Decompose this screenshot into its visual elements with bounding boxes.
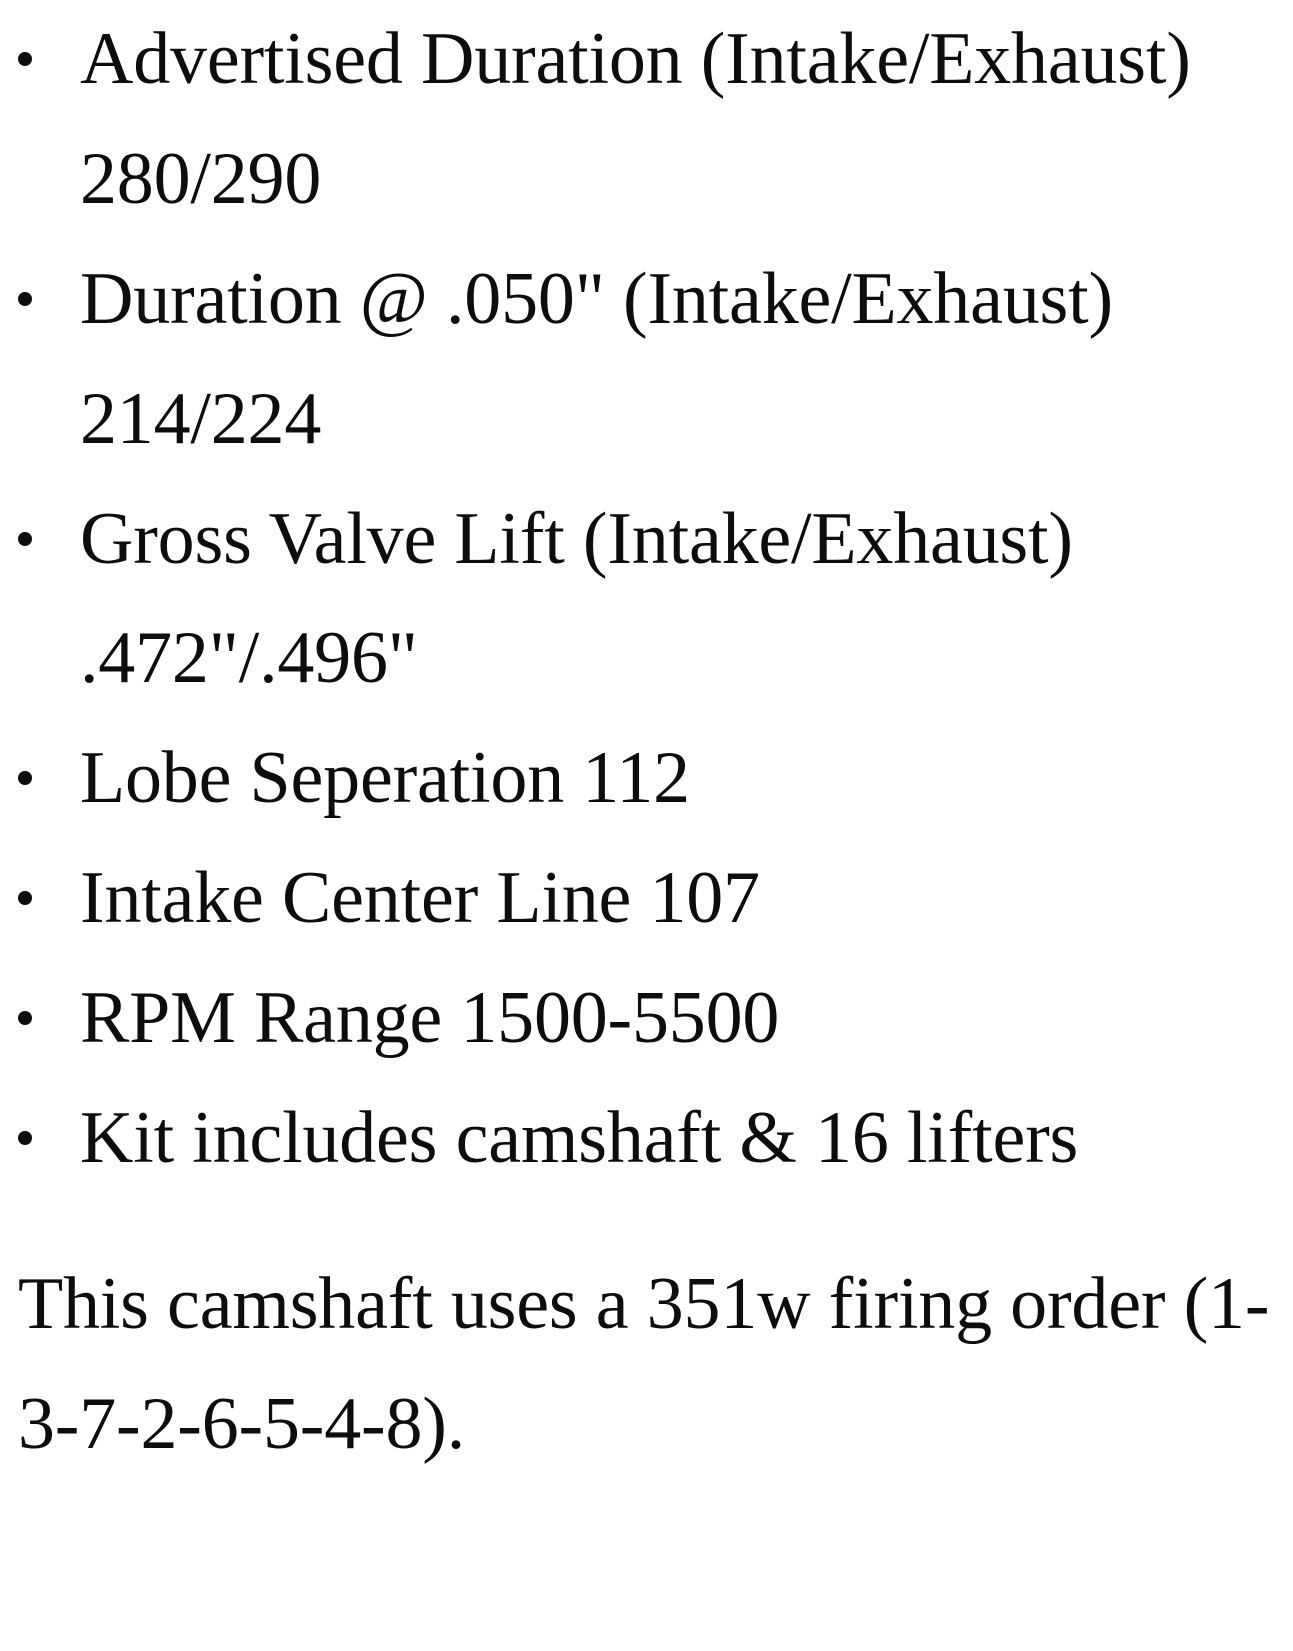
list-item-text: Gross Valve Lift (Intake/Exhaust) .472"/.496" xyxy=(80,497,1073,700)
list-item xyxy=(0,1079,1281,1199)
list-item-text: Intake Center Line 107 xyxy=(80,857,760,940)
list-item xyxy=(0,480,1281,720)
list-item xyxy=(0,719,1281,839)
list-item xyxy=(0,959,1281,1079)
list-item xyxy=(0,240,1281,480)
list-item xyxy=(0,0,1281,240)
list-item-text: RPM Range 1500-5500 xyxy=(80,977,780,1059)
list-item-text: Kit includes camshaft & 16 lifters xyxy=(80,1096,1079,1179)
firing-order-paragraph: This camshaft uses a 351w firing order (1-3-7-2-6-5-4-8). xyxy=(18,1262,1270,1465)
list-item xyxy=(0,839,1281,959)
list-item-text: Lobe Seperation 112 xyxy=(80,737,690,820)
list-item-text: Duration @ .050" (Intake/Exhaust) 214/224 xyxy=(80,257,1113,460)
list-item-text: Advertised Duration (Intake/Exhaust) 280/290 xyxy=(80,18,1191,220)
